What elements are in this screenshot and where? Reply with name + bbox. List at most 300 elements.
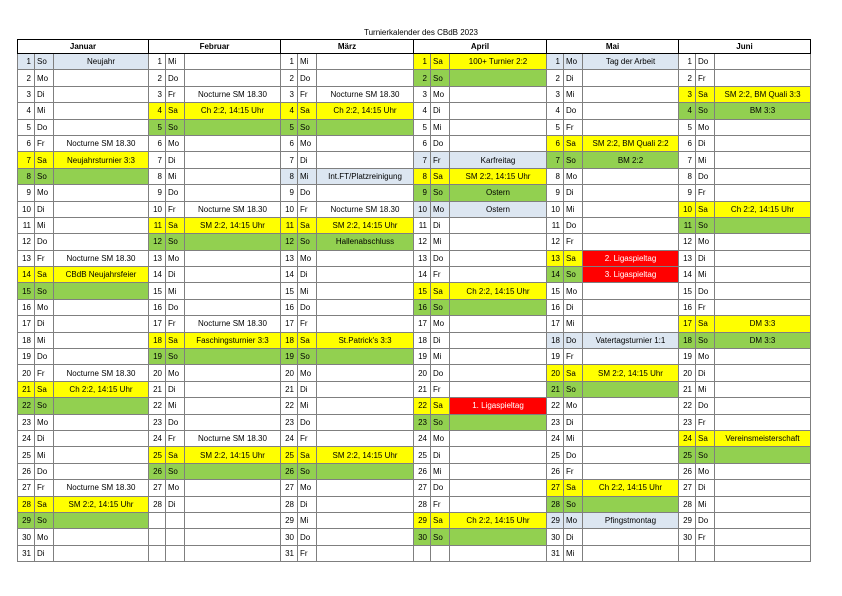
event-cell	[715, 512, 811, 528]
event-cell	[715, 135, 811, 151]
weekday: Sa	[35, 381, 54, 397]
event-cell: Ch 2:2, 14:15 Uhr	[317, 103, 414, 119]
day-number: 10	[18, 201, 35, 217]
weekday: Sa	[35, 496, 54, 512]
day-row	[18, 152, 811, 168]
event-cell	[583, 185, 679, 201]
day-number: 6	[281, 135, 298, 151]
day-number: 2	[414, 70, 431, 86]
day-row	[18, 54, 811, 70]
calendar-table	[17, 39, 811, 562]
day-number: 26	[18, 463, 35, 479]
weekday: Do	[166, 299, 185, 315]
month-header: Januar	[18, 40, 149, 54]
day-number: 8	[547, 168, 564, 184]
day-number: 11	[281, 217, 298, 233]
day-number: 1	[679, 54, 696, 70]
event-cell	[450, 365, 547, 381]
day-number: 1	[281, 54, 298, 70]
day-number: 3	[414, 86, 431, 102]
weekday: Do	[298, 70, 317, 86]
weekday: Sa	[431, 398, 450, 414]
event-cell	[450, 430, 547, 446]
weekday: Fr	[35, 365, 54, 381]
event-cell: Ch 2:2, 14:15 Uhr	[450, 283, 547, 299]
weekday: Di	[696, 365, 715, 381]
day-number: 7	[18, 152, 35, 168]
weekday: Mi	[35, 217, 54, 233]
event-cell	[185, 70, 281, 86]
event-cell	[54, 86, 149, 102]
event-cell	[185, 234, 281, 250]
weekday: Mi	[696, 496, 715, 512]
event-cell	[54, 316, 149, 332]
weekday: Mi	[298, 54, 317, 70]
day-number: 24	[281, 430, 298, 446]
day-number: 14	[547, 267, 564, 283]
event-cell	[317, 250, 414, 266]
event-cell	[450, 234, 547, 250]
event-cell	[450, 447, 547, 463]
event-cell: Vatertagsturnier 1:1	[583, 332, 679, 348]
event-cell: SM 2:2, 14:15 Uhr	[185, 217, 281, 233]
event-cell: Ch 2:2, 14:15 Uhr	[54, 381, 149, 397]
day-row	[18, 447, 811, 463]
event-cell	[54, 234, 149, 250]
day-number: 20	[281, 365, 298, 381]
event-cell	[583, 463, 679, 479]
day-number: 25	[281, 447, 298, 463]
weekday: Fr	[166, 201, 185, 217]
day-row	[18, 529, 811, 545]
day-number: 15	[679, 283, 696, 299]
weekday: Do	[696, 283, 715, 299]
event-cell	[317, 480, 414, 496]
day-row	[18, 201, 811, 217]
weekday: Sa	[298, 332, 317, 348]
weekday: Di	[696, 250, 715, 266]
event-cell	[450, 86, 547, 102]
weekday: Sa	[564, 135, 583, 151]
event-cell	[54, 545, 149, 561]
day-number: 25	[18, 447, 35, 463]
day-number: 29	[679, 512, 696, 528]
day-number: 6	[547, 135, 564, 151]
weekday: Di	[431, 332, 450, 348]
event-cell: Nocturne SM 18.30	[185, 316, 281, 332]
event-cell	[583, 545, 679, 561]
weekday: Mi	[564, 545, 583, 561]
weekday: Mo	[35, 414, 54, 430]
weekday: Fr	[298, 430, 317, 446]
weekday: Do	[35, 463, 54, 479]
event-cell	[450, 267, 547, 283]
event-cell: Ch 2:2, 14:15 Uhr	[450, 512, 547, 528]
day-row	[18, 283, 811, 299]
day-number: 26	[679, 463, 696, 479]
event-cell	[54, 447, 149, 463]
event-cell	[54, 103, 149, 119]
event-cell	[715, 480, 811, 496]
day-number: 27	[547, 480, 564, 496]
weekday: Sa	[298, 217, 317, 233]
calendar-title: Turnierkalender des CBdB 2023	[364, 28, 478, 37]
event-cell: Neujahr	[54, 54, 149, 70]
day-number: 17	[414, 316, 431, 332]
event-cell	[317, 512, 414, 528]
event-cell	[583, 447, 679, 463]
day-number: 8	[18, 168, 35, 184]
day-number: 13	[18, 250, 35, 266]
day-number: 29	[18, 512, 35, 528]
day-number: 5	[18, 119, 35, 135]
day-number: 14	[281, 267, 298, 283]
event-cell	[583, 119, 679, 135]
weekday: So	[35, 283, 54, 299]
day-number: 28	[149, 496, 166, 512]
day-number: 18	[679, 332, 696, 348]
day-number: 17	[679, 316, 696, 332]
day-number: 26	[281, 463, 298, 479]
weekday: Fr	[431, 267, 450, 283]
event-cell	[317, 349, 414, 365]
event-cell	[583, 299, 679, 315]
event-cell	[715, 185, 811, 201]
day-number: 7	[547, 152, 564, 168]
day-number: 1	[18, 54, 35, 70]
event-cell: Hallenabschluss	[317, 234, 414, 250]
day-row	[18, 168, 811, 184]
event-cell	[185, 496, 281, 512]
event-cell: DM 3:3	[715, 332, 811, 348]
day-number: 22	[149, 398, 166, 414]
weekday: Sa	[298, 447, 317, 463]
day-number: 16	[547, 299, 564, 315]
weekday: Do	[298, 185, 317, 201]
day-number: 18	[414, 332, 431, 348]
event-cell	[185, 480, 281, 496]
weekday: Di	[298, 267, 317, 283]
weekday: Do	[298, 299, 317, 315]
event-cell: 2. Ligaspieltag	[583, 250, 679, 266]
day-row	[18, 512, 811, 528]
weekday: So	[431, 185, 450, 201]
event-cell	[54, 283, 149, 299]
event-cell	[54, 299, 149, 315]
event-cell	[185, 414, 281, 430]
day-number: 23	[547, 414, 564, 430]
weekday: Di	[166, 267, 185, 283]
weekday: So	[696, 217, 715, 233]
weekday: So	[431, 414, 450, 430]
event-cell	[450, 250, 547, 266]
day-number: 13	[547, 250, 564, 266]
event-cell	[450, 316, 547, 332]
day-number: 2	[281, 70, 298, 86]
day-row	[18, 480, 811, 496]
event-cell: SM 2:2, 14:15 Uhr	[317, 447, 414, 463]
event-cell	[54, 70, 149, 86]
day-number: 12	[281, 234, 298, 250]
weekday: Sa	[166, 447, 185, 463]
event-cell	[317, 152, 414, 168]
day-number: 30	[547, 529, 564, 545]
event-cell: Faschingsturnier 3:3	[185, 332, 281, 348]
weekday: Di	[35, 545, 54, 561]
event-cell	[185, 529, 281, 545]
event-cell: DM 3:3	[715, 316, 811, 332]
day-number: 19	[414, 349, 431, 365]
day-number: 28	[547, 496, 564, 512]
event-cell	[317, 381, 414, 397]
day-number: 12	[149, 234, 166, 250]
event-cell: Nocturne SM 18.30	[317, 201, 414, 217]
weekday: Di	[35, 316, 54, 332]
day-number: 22	[281, 398, 298, 414]
day-number: 3	[149, 86, 166, 102]
day-number: 26	[547, 463, 564, 479]
event-cell: SM 2:2, 14:15 Uhr	[450, 168, 547, 184]
event-cell: Ch 2:2, 14:15 Uhr	[715, 201, 811, 217]
event-cell	[317, 299, 414, 315]
day-number: 11	[149, 217, 166, 233]
day-number: 14	[149, 267, 166, 283]
day-number: 2	[547, 70, 564, 86]
weekday: Do	[564, 217, 583, 233]
day-number: 15	[547, 283, 564, 299]
event-cell: 3. Ligaspieltag	[583, 267, 679, 283]
day-row	[18, 316, 811, 332]
weekday: So	[166, 463, 185, 479]
weekday: Fr	[298, 201, 317, 217]
day-number: 18	[547, 332, 564, 348]
event-cell: Nocturne SM 18.30	[54, 250, 149, 266]
day-number: 4	[414, 103, 431, 119]
day-number: 18	[149, 332, 166, 348]
day-number: 21	[679, 381, 696, 397]
weekday: So	[564, 267, 583, 283]
day-number: 3	[679, 86, 696, 102]
weekday: Mo	[298, 250, 317, 266]
day-number	[679, 545, 696, 561]
event-cell	[450, 381, 547, 397]
weekday: Mi	[431, 349, 450, 365]
event-cell	[715, 267, 811, 283]
event-cell	[185, 185, 281, 201]
event-cell	[185, 168, 281, 184]
weekday: Mo	[564, 283, 583, 299]
weekday: Sa	[564, 365, 583, 381]
weekday: Di	[35, 430, 54, 446]
weekday: Mi	[298, 168, 317, 184]
day-number: 5	[149, 119, 166, 135]
event-cell	[450, 496, 547, 512]
day-number: 23	[149, 414, 166, 430]
day-row	[18, 103, 811, 119]
weekday: Do	[696, 54, 715, 70]
weekday: Mo	[696, 234, 715, 250]
event-cell: Ostern	[450, 185, 547, 201]
event-cell: SM 2:2, 14:15 Uhr	[317, 217, 414, 233]
event-cell	[317, 54, 414, 70]
event-cell: Nocturne SM 18.30	[54, 365, 149, 381]
event-cell	[54, 463, 149, 479]
event-cell	[450, 529, 547, 545]
event-cell	[583, 103, 679, 119]
event-cell: CBdB Neujahrsfeier	[54, 267, 149, 283]
weekday: Fr	[696, 299, 715, 315]
event-cell	[317, 430, 414, 446]
day-row	[18, 86, 811, 102]
weekday: Do	[166, 70, 185, 86]
day-number: 1	[149, 54, 166, 70]
weekday: Fr	[35, 250, 54, 266]
weekday: Mi	[431, 119, 450, 135]
event-cell	[317, 545, 414, 561]
day-number: 24	[18, 430, 35, 446]
weekday: Do	[696, 168, 715, 184]
day-number: 23	[18, 414, 35, 430]
day-number: 16	[18, 299, 35, 315]
day-row	[18, 185, 811, 201]
event-cell: Ostern	[450, 201, 547, 217]
event-cell	[185, 545, 281, 561]
weekday: Do	[166, 414, 185, 430]
day-number: 3	[18, 86, 35, 102]
day-number: 5	[547, 119, 564, 135]
day-number: 23	[414, 414, 431, 430]
weekday: Mo	[35, 529, 54, 545]
day-number: 21	[547, 381, 564, 397]
day-number: 15	[149, 283, 166, 299]
event-cell	[54, 349, 149, 365]
event-cell	[715, 529, 811, 545]
day-number: 3	[547, 86, 564, 102]
day-number: 2	[18, 70, 35, 86]
day-number: 10	[414, 201, 431, 217]
day-number: 25	[547, 447, 564, 463]
weekday: Mo	[564, 54, 583, 70]
day-number: 30	[414, 529, 431, 545]
weekday: Do	[431, 250, 450, 266]
weekday: So	[298, 119, 317, 135]
day-number: 12	[679, 234, 696, 250]
weekday	[166, 512, 185, 528]
day-row	[18, 430, 811, 446]
day-number: 13	[679, 250, 696, 266]
weekday: Mo	[431, 201, 450, 217]
weekday: Do	[564, 103, 583, 119]
weekday: Fr	[696, 70, 715, 86]
event-cell	[185, 512, 281, 528]
day-row	[18, 414, 811, 430]
day-number: 8	[281, 168, 298, 184]
weekday: So	[564, 381, 583, 397]
event-cell	[54, 398, 149, 414]
event-cell	[583, 201, 679, 217]
event-cell	[715, 398, 811, 414]
day-number: 2	[149, 70, 166, 86]
event-cell: Vereinsmeisterschaft	[715, 430, 811, 446]
day-number: 9	[547, 185, 564, 201]
event-cell	[583, 430, 679, 446]
day-number: 4	[679, 103, 696, 119]
event-cell	[715, 299, 811, 315]
day-number: 10	[281, 201, 298, 217]
weekday	[696, 545, 715, 561]
event-cell	[450, 103, 547, 119]
weekday: So	[298, 234, 317, 250]
event-cell: 100+ Turnier 2:2	[450, 54, 547, 70]
weekday: Fr	[696, 414, 715, 430]
event-cell	[185, 299, 281, 315]
weekday: Fr	[298, 86, 317, 102]
event-cell	[583, 398, 679, 414]
event-cell	[317, 414, 414, 430]
day-number: 8	[679, 168, 696, 184]
day-number: 19	[149, 349, 166, 365]
event-cell: Nocturne SM 18.30	[54, 135, 149, 151]
event-cell	[317, 135, 414, 151]
weekday: Di	[298, 381, 317, 397]
day-number: 19	[679, 349, 696, 365]
day-number: 3	[281, 86, 298, 102]
event-cell	[583, 168, 679, 184]
day-number: 11	[679, 217, 696, 233]
weekday: Do	[431, 480, 450, 496]
weekday: Fr	[166, 430, 185, 446]
event-cell	[54, 217, 149, 233]
day-number: 5	[281, 119, 298, 135]
weekday: So	[564, 152, 583, 168]
weekday: Sa	[166, 217, 185, 233]
day-number: 25	[414, 447, 431, 463]
weekday: Do	[298, 529, 317, 545]
weekday: Sa	[431, 512, 450, 528]
weekday: Sa	[166, 103, 185, 119]
weekday: Do	[35, 234, 54, 250]
event-cell	[715, 217, 811, 233]
day-number: 14	[679, 267, 696, 283]
day-number: 22	[414, 398, 431, 414]
weekday: Di	[298, 496, 317, 512]
month-header: Juni	[679, 40, 811, 54]
day-number: 22	[547, 398, 564, 414]
weekday: Mo	[166, 365, 185, 381]
day-number: 7	[281, 152, 298, 168]
day-number	[149, 545, 166, 561]
weekday: Mi	[166, 398, 185, 414]
event-cell	[317, 529, 414, 545]
weekday: Sa	[696, 430, 715, 446]
day-number: 16	[414, 299, 431, 315]
weekday	[431, 545, 450, 561]
day-number: 11	[414, 217, 431, 233]
event-cell	[450, 349, 547, 365]
weekday: Mo	[166, 135, 185, 151]
day-number: 9	[149, 185, 166, 201]
day-number: 18	[18, 332, 35, 348]
weekday: Fr	[431, 152, 450, 168]
event-cell	[583, 234, 679, 250]
day-number: 24	[414, 430, 431, 446]
event-cell	[317, 365, 414, 381]
day-row	[18, 267, 811, 283]
day-number: 1	[414, 54, 431, 70]
weekday: Mi	[35, 332, 54, 348]
weekday: Sa	[35, 152, 54, 168]
day-number: 13	[414, 250, 431, 266]
